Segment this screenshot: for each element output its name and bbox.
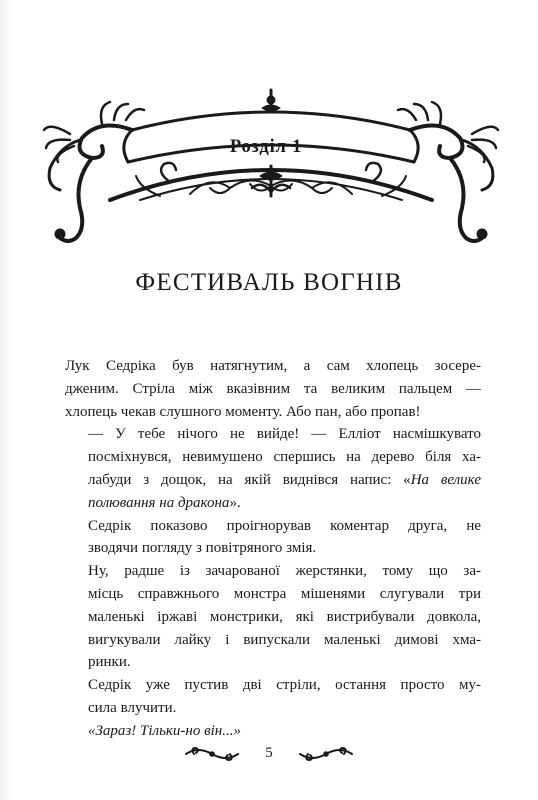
paragraph-6: [65, 720, 481, 743]
text-line: сила влучити.: [88, 699, 177, 716]
chapter-label: Розділ 1: [229, 137, 303, 157]
page-footer: [180, 744, 358, 768]
paragraph-3: [65, 515, 481, 561]
text-line: Седрік уже пустив дві стріли, остання просто му-: [88, 677, 481, 694]
text-line: Лук Седріка був натягнутим, а сам хлопець зосере-: [65, 358, 481, 374]
text-line: [65, 469, 481, 492]
text-fragment: лабуди з дощок, на якій виднівся напис: «: [88, 471, 411, 488]
text-line: маленькі іржаві монстрики, які вистрибували довкола,: [88, 608, 481, 625]
text-line: «Зараз! Тільки-но він...»: [88, 722, 241, 739]
paragraph-2: [65, 423, 481, 514]
body-text: [65, 355, 481, 743]
text-line: хлопець чекав слушного моменту. Або пан, або пропав!: [65, 403, 421, 420]
paragraph-1: [65, 355, 481, 423]
text-line: ринки.: [88, 654, 131, 671]
text-line: Ну, радше із зачарованої жерстянки, тому що за-: [88, 563, 481, 580]
paragraph-4: [65, 560, 481, 674]
text-line: місць справжнього монстра мішенями слугували три: [88, 585, 481, 602]
paragraph-5: [65, 674, 481, 720]
text-line: посміхнувся, невимушено спершись на дерево біля ха-: [88, 449, 481, 466]
text-line: дженим. Стріла між вказівним та великим пальцем —: [65, 380, 481, 397]
text-line: вигукували лайку і випускали маленькі димові хма-: [88, 631, 481, 648]
text-fragment: ».: [229, 494, 241, 511]
text-line: — У тебе нічого не вийде! — Елліот насмішкувато: [88, 426, 481, 443]
text-line: Седрік показово проігнорував коментар друга, не: [88, 517, 481, 534]
inscription-italic: полювання на дракона: [88, 494, 230, 511]
page-edge: [0, 0, 14, 800]
text-line: [65, 492, 481, 515]
flourish-icon: [184, 744, 240, 764]
chapter-title: ФЕСТИВАЛЬ ВОГНІВ: [135, 269, 403, 296]
inscription-italic: На велике: [410, 471, 481, 488]
chapter-banner-ornament-icon: [40, 88, 502, 248]
text-line: зводячи погляду з повітряного змія.: [88, 540, 317, 557]
page-number: 5: [265, 745, 273, 761]
flourish-icon: [298, 744, 354, 764]
